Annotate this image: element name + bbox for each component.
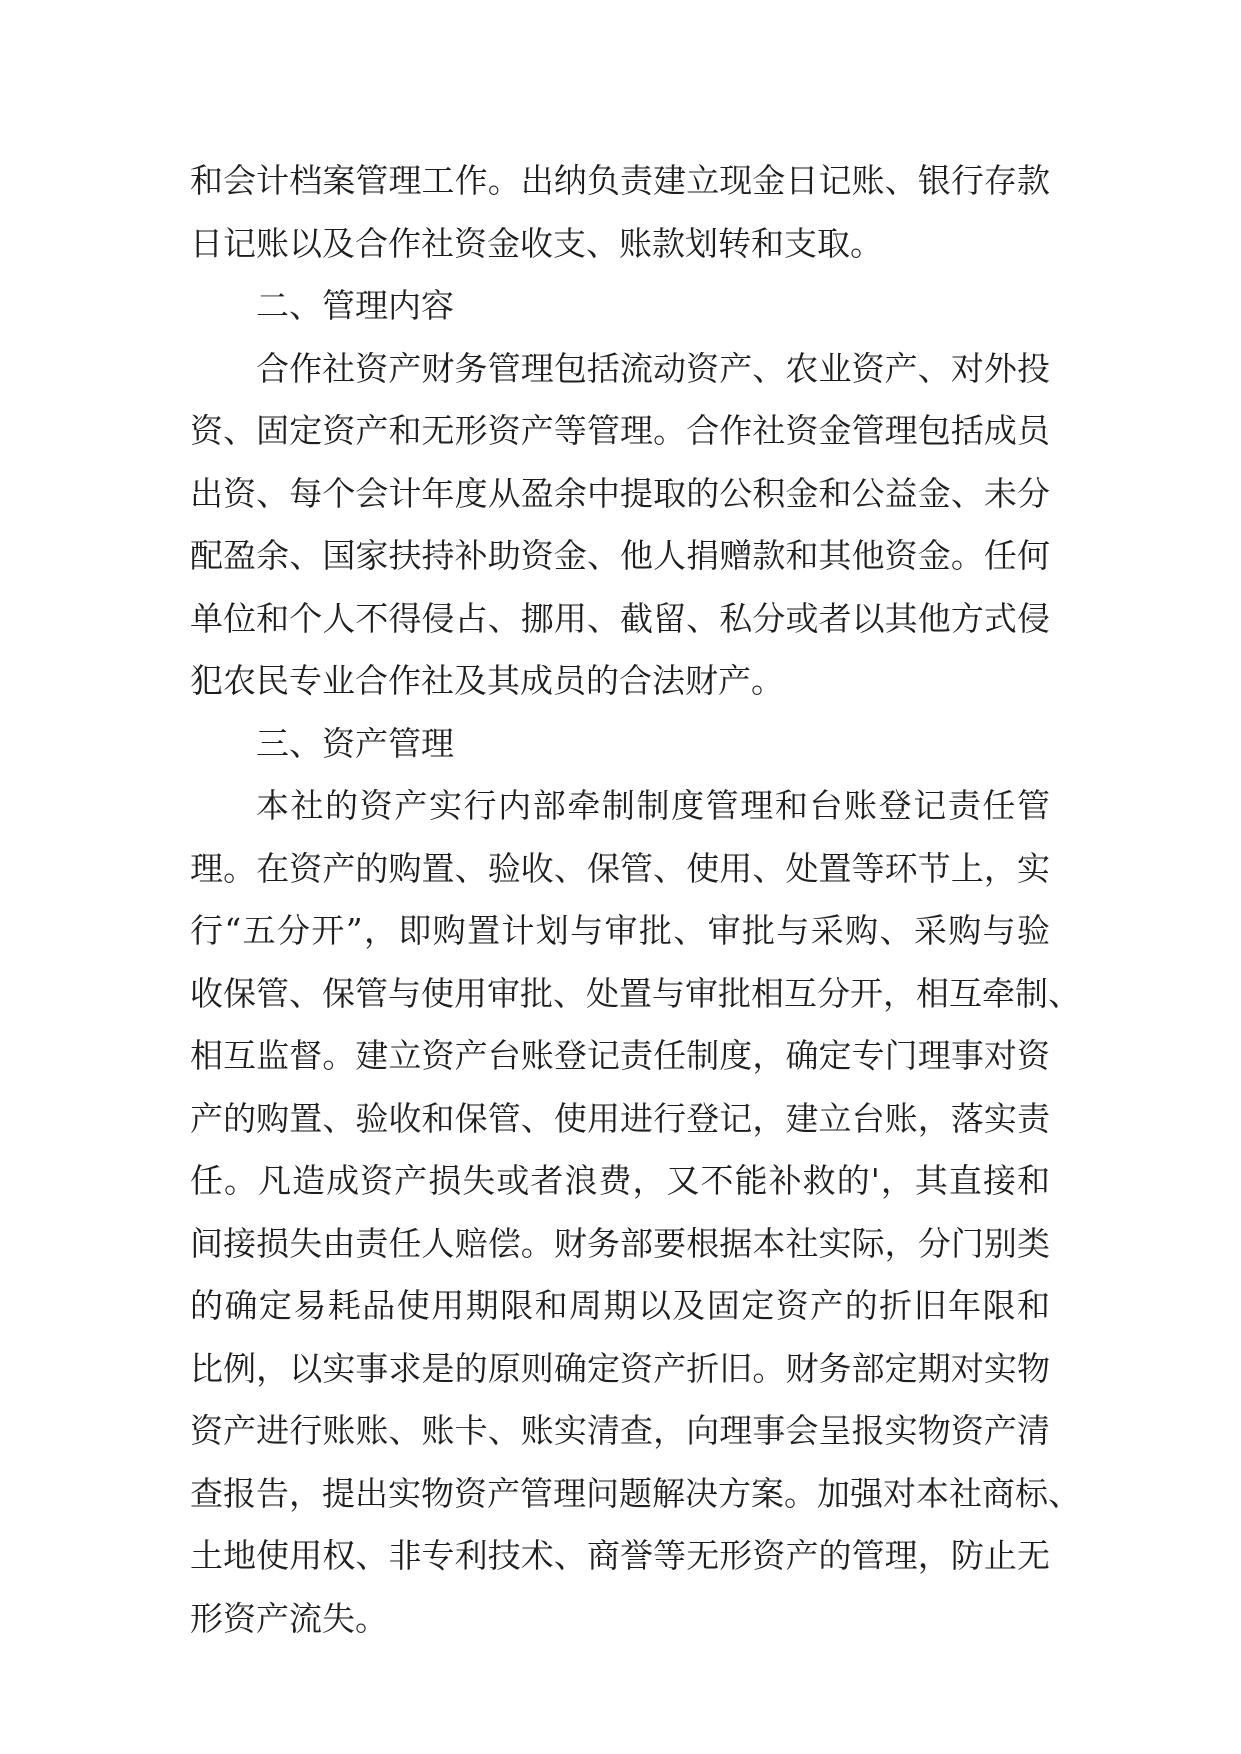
text-line: 单位和个人不得侵占、挪用、截留、私分或者以其他方式侵 xyxy=(190,598,1050,638)
text-line: 查报告，提出实物资产管理问题解决方案。加强对本社商标、 xyxy=(190,1473,1081,1513)
text-line: 比例，以实事求是的原则确定资产折旧。财务部定期对实物 xyxy=(190,1348,1050,1388)
text-line: 的确定易耗品使用期限和周期以及固定资产的折旧年限和 xyxy=(190,1286,1050,1325)
section-heading: 三、资产管理 xyxy=(256,723,454,763)
text-line: 配盈余、国家扶持补助资金、他人捐赠款和其他资金。任何 xyxy=(190,536,1050,575)
document-body xyxy=(190,150,1081,1650)
text-line: 间接损失由责任人赔偿。财务部要根据本社实际，分门别类 xyxy=(190,1223,1050,1263)
text-line: 土地使用权、非专利技术、商誉等无形资产的管理，防止无 xyxy=(190,1536,1050,1575)
text-line: 形资产流失。 xyxy=(190,1598,388,1638)
text-line: 资产进行账账、账卡、账实清查，向理事会呈报实物资产清 xyxy=(190,1411,1050,1450)
text-line: 产的购置、验收和保管、使用进行登记，建立台账，落实责 xyxy=(190,1098,1050,1138)
text-line: 收保管、保管与使用审批、处置与审批相互分开，相互牵制、 xyxy=(190,973,1081,1013)
text-line: 行“五分开”，即购置计划与审批、审批与采购、采购与验 xyxy=(190,911,1050,950)
text-line: 资、固定资产和无形资产等管理。合作社资金管理包括成员 xyxy=(190,411,1050,450)
text-line: 日记账以及合作社资金收支、账款划转和支取。 xyxy=(190,223,883,263)
text-line: 理。在资产的购置、验收、保管、使用、处置等环节上，实 xyxy=(190,848,1050,888)
text-line: 和会计档案管理工作。出纳负责建立现金日记账、银行存款 xyxy=(190,161,1050,200)
text-line: 犯农民专业合作社及其成员的合法财产。 xyxy=(190,661,784,700)
text-line: 出资、每个会计年度从盈余中提取的公积金和公益金、未分 xyxy=(190,473,1050,513)
text-line: 合作社资产财务管理包括流动资产、农业资产、对外投 xyxy=(256,348,1050,388)
section-heading: 二、管理内容 xyxy=(256,286,454,325)
text-line: 相互监督。建立资产台账登记责任制度，确定专门理事对资 xyxy=(190,1036,1050,1075)
text-line: 任。凡造成资产损失或者浪费，又不能补救的'，其直接和 xyxy=(190,1161,1050,1200)
text-line: 本社的资产实行内部牵制制度管理和台账登记责任管 xyxy=(256,786,1050,825)
